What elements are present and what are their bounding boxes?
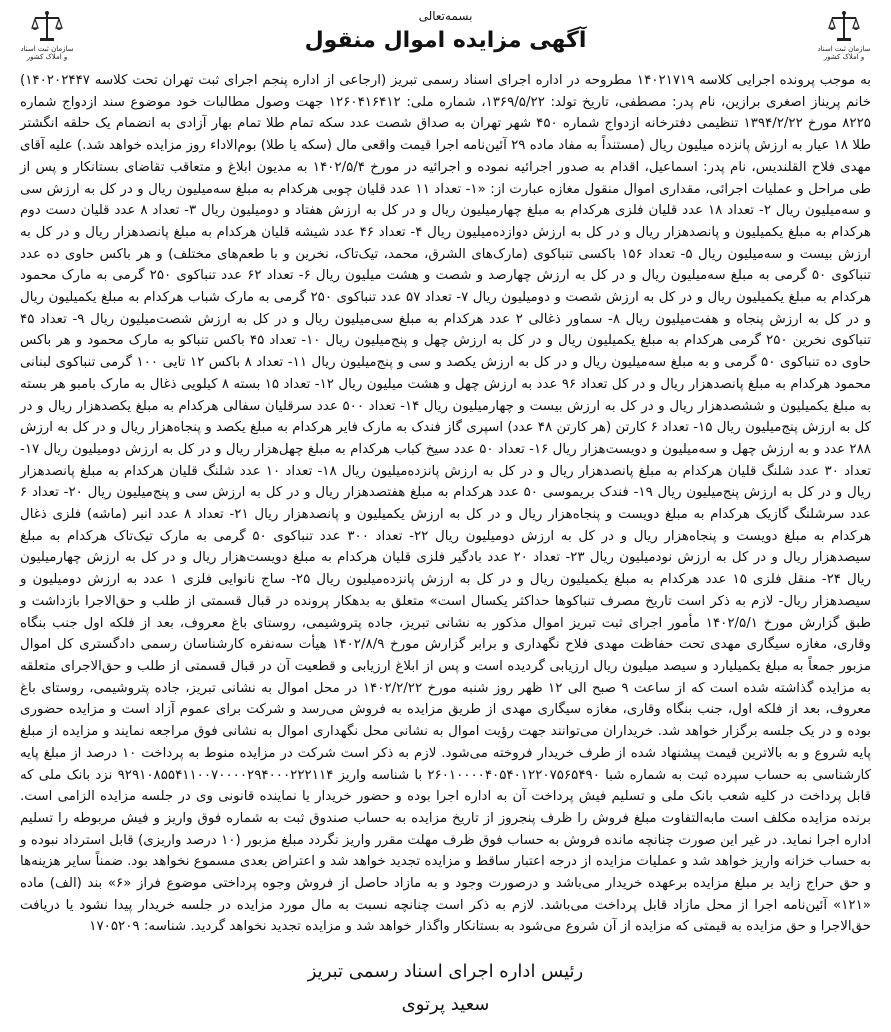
page-title: آگهی مزایده اموال منقول bbox=[304, 28, 587, 53]
header bbox=[14, 6, 877, 68]
emblem-caption: سازمان ثبت اسناد و املاک کشور bbox=[20, 45, 74, 61]
signatory-title: رئیس اداره اجرای اسناد رسمی تبریز bbox=[307, 961, 584, 982]
signature-block bbox=[0, 958, 891, 1020]
basmala: بسمه‌تعالی bbox=[418, 9, 473, 23]
notice-body: به موجب پرونده اجرایی کلاسه ۱۴۰۲۱۷۱۹ مطروحه در اداره اجرای اسناد رسمی تبریز (ارجاعی از اداره پنجم اجرای ثبت تهران تحت کلاسه ۱۴۰۲۰۲۴۴۷) خانم پریناز اصغری برازین، نام پدر: مصطفی، تاریخ تولد: ۱۳۶۹/۵/۲۲، شماره ملی: ۱۲۶۰۴۱۶۴۱۲ جهت وصول مطالبات خود موضوع سند ازدواج شماره ۸۲۲۵ مورخ ۱۳۹۴/۲/۲۲ تنظیمی دفترخانه ازدواج شماره ۴۵۰ شهر تهران به صداق شصت عدد سکه تمام طلا تمام بهار آزادی به انضمام یک حلقه انگشتر طلا ۱۸ عیار به ارزش پانزده میلیون ریال (مستنداً به مفاد ماده ۲۹ آئین‌نامه اجرا قیمت واقعی مال (سکه یا طلا) بوم‌الاداء روز مزایده خواهد شد.) علیه آقای مهدی فلاح القلندیس، نام پدر: اسماعیل، اقدام به صدور اجرائیه نموده و اجرائیه در مورخ ۱۴۰۲/۵/۴ به مدیون ابلاغ و متعاقب تقاضای بستانکار و پس از طی مراحل و عملیات اجرائی، مقداری اموال منقول مغازه عبارت از: «۱- تعداد ۱۱ عدد قلیان چوبی هرکدام به مبلغ سه‌میلیون ریال و در کل به ارزش سی و سه‌میلیون ریال ۲- تعداد ۱۸ عدد قلیان فلزی هرکدام به مبلغ چهارمیلیون ریال و در کل به ارزش هفتاد و دومیلیون ریال ۳- تعداد ۸ عدد قلیان دست دوم هرکدام به مبلغ یکمیلیون و پانصدهزار ریال و در کل به ارزش دوازده‌میلیون ریال ۴- تعداد ۴۶ عدد شیشه قلیان هرکدام به مبلغ پانصدهزار ریال و در کل به ارزش بیست و سه‌میلیون ریال ۵- تعداد ۱۵۶ باکسی تنباکوی (مارک‌های الشرق، محمد، تیک‌تاک، نخرین و با طعم‌های مختلف) و هر باکس حاوی ده عدد تنباکوی ۵۰ گرمی به مبلغ سه‌میلیون ریال و در کل به ارزش چهارصد و شصت و هشت میلیون ریال ۶- تعداد ۶۲ عدد تنباکوی ۲۵۰ گرمی به مارک محمود هرکدام به مبلغ یکمیلیون ریال و در کل به ارزش شصت و دومیلیون ریال ۷- تعداد ۵۷ عدد تنباکوی ۲۵۰ گرمی به مارک شباب هرکدام به مبلغ یکمیلیون ریال و در کل به ارزش پنجاه و هفت‌میلیون ریال ۸- سماور ذغالی ۲ عدد هرکدام به مبلغ سی‌میلیون ریال و در کل به ارزش شصت‌میلیون ریال ۹- تعداد ۴۵ تنباکوی نخرین ۲۵۰ گرمی هرکدام به مبلغ یکمیلیون ریال و در کل به ارزش چهل و پنج‌میلیون ریال ۱۰- تعداد ۴۵ باکس تنباکو به مارک محمود و هر باکس حاوی ده تنباکوی ۵۰ گرمی و به مبلغ سه‌میلیون ریال و در کل به ارزش یکصد و سی و پنج‌میلیون ریال ۱۱- تعداد ۸ باکس ۱۲ تایی ۱۰۰ گرمی تنباکوی لبنانی محمود هرکدام به مبلغ پانصدهزار ریال و در کل تعداد ۹۶ عدد به ارزش چهل و هشت میلیون ریال ۱۲- تعداد ۱۵ بسته ۸ کیلویی ذغال به مارک بامبو هر بسته به مبلغ یکمیلیون و ششصدهزار ریال و در کل به ارزش بیست و چهارمیلیون ریال ۱۴- تعداد ۵۰۰ عدد سرقلیان سفالی هرکدام به مبلغ یکصدهزار ریال و در کل به ارزش پنج‌میلیون ریال ۱۵- تعداد ۶ کارتن (هر کارتن ۴۸ عدد) اسپری گاز فندک به مارک فایر هرکدام به مبلغ یکصد و پنجاه‌هزار ریال و در کل به ارزش ۲۸۸ عدد و به ارزش چهل و سه‌میلیون و دویست‌هزار ریال ۱۶- تعداد ۵۰ عدد سیخ کباب هرکدام به مبلغ چهل‌هزار ریال و در کل به ارزش دومیلیون ریال ۱۷- تعداد ۳۰ عدد شلنگ قلیان هرکدام به مبلغ پانصدهزار ریال و در کل به ارزش پانزده‌میلیون ریال ۱۸- تعداد ۱۰ عدد شلنگ قلیان هرکدام به مبلغ پانصدهزار ریال و در کل به ارزش پنج‌میلیون ریال ۱۹- فندک بریموسی ۵۰ عدد هرکدام به مبلغ هفتصدهزار ریال و در کل به ارزش سی و پنج‌میلیون ریال ۲۰- تعداد ۶ عدد سرشلنگ گازیک هرکدام به مبلغ دویست و پنجاه‌هزار ریال و در کل به ارزش یکمیلیون و پانصدهزار ریال ۲۱- تعداد ۸ عدد انبر (ماشه) فلزی ذغال هرکدام به مبلغ دویست و پنجاه‌هزار ریال و در کل به ارزش دومیلیون ریال ۲۲- تعداد ۳۰۰ عدد تنباکوی ۵۰ گرمی به مارک تیک‌تاک هرکدام به مبلغ سیصدهزار ریال و در کل به ارزش نودمیلیون ریال ۲۳- تعداد ۲۰ عدد بادگیر فلزی قلیان هرکدام به مبلغ دویست‌هزار ریال و در کل به ارزش چهارمیلیون ریال ۲۴- منقل فلزی ۱۵ عدد هرکدام به مبلغ یکمیلیون ریال و در کل به ارزش پانزده‌میلیون ریال ۲۵- ساج نانوایی فلزی ۱ عدد به ارزش دومیلیون و سیصدهزار ریال- لازم به ذکر است تاریخ مصرف تنباکوها حداکثر یکسال است» متعلق به بدهکار پرونده در قبال قسمتی از طلب و حق‌الاجرا بازداشت و طبق گزارش مورخ ۱۴۰۲/۵/۱ مأمور اجرای ثبت تبریز اموال مذکور به نشانی تبریز، جاده پتروشیمی، روستای باغ معروف، بعد از فلکه اول جنب بنگاه وقاری، مغازه سیگاری مهدی تحت حفاظت مهدی فلاح نگهداری و برابر گزارش مورخ ۱۴۰۲/۸/۹ هیأت سه‌نفره کارشناسان رسمی دادگستری کل اموال مزبور جمعاً به مبلغ یکمیلیارد و سیصد میلیون ریال ارزیابی گردیده است و پس از ابلاغ ارزیابی و قطعیت آن در قبال قسمتی از طلب و حق‌الاجرای متعلقه به مزایده گذاشته شده است که از ساعت ۹ صبح الی ۱۲ ظهر روز شنبه مورخ ۱۴۰۲/۲/۲۲ در محل اموال به نشانی تبریز، جاده پتروشیمی، روستای باغ معروف، بعد از فلکه اول، جنب بنگاه وقاری، مغازه سیگاری مهدی از طریق مزایده به فروش می‌رسد و شرکت برای عموم آزاد است و مزایده حضوری بوده و در یک جلسه برگزار خواهد شد. خریداران می‌توانند جهت رؤیت اموال به نشانی محل نگهداری اموال به نشانی فوق مراجعه نمایند و مزایده از مبلغ پایه شروع و به بالاترین قیمت پیشنهاد شده از طرف خریدار فروخته می‌شود. لازم به ذکر است شرکت در مزایده منوط به پرداخت ۱۰ درصد از مبلغ پایه کارشناسی به حساب سپرده ثبت به شماره شبا ۲۶۰۱۰۰۰۰۴۰۵۴۰۱۲۲۰۷۵۶۵۴۹۰ با شناسه واریز ۹۲۹۱۰۸۵۵۴۱۱۰۰۷۰۰۰۰۲۹۴۰۰۰۲۲۲۱۱۴ نزد بانک ملی که قابل پرداخت در کلیه شعب بانک ملی و تسلیم فیش پرداخت آن به اداره اجرا بوده و حضور خریدار یا نماینده قانونی وی در جلسه مزایده الزامی است. برنده مزایده مکلف است مابه‌التفاوت مبلغ فروش را ظرف پنجروز از تاریخ مزایده به حساب صندوق ثبت به شماره فوق واریز و فیش مربوطه را تسلیم اداره اجرا نماید. در غیر این صورت چنانچه مانده فروش به حساب فوق ظرف مهلت مقرر واریز نگردد مبلغ مزبور (۱۰ درصد واریزی) قابل استرداد نبوده و به حساب خزانه واریز خواهد شد و عملیات مزایده از درجه اعتبار ساقط و مزایده تجدید خواهد شد و اعتراض بعدی مسموع نخواهد بود. ضمناً سایر هزینه‌ها و حق حراج زاید بر مبلغ مزایده برعهده خریدار می‌باشد و درصورت وجود و به مازاد حاصل از فروش وجوه پرداختی موضوع فراز «۶» بند (الف) ماده «۱۲۱» آئین‌نامه اجرا از محل مازاد قابل پرداخت می‌باشد. لازم به ذکر است چنانچه نسبت به مال مورد مزایده در جلسه خریدار پیدا نشود یا دریافت حق‌الاجرا و حق مزایده به قیمتی که مزایده از آن شروع می‌شود به بستانکار واگذار خواهد شد و مزایده تجدید نخواهد گردید. شناسه: ۱۷۰۵۲۰۹ bbox=[20, 73, 872, 935]
signatory-name: سعید پرتوی bbox=[401, 994, 490, 1015]
emblem-caption: سازمان ثبت اسناد و املاک کشور bbox=[817, 45, 871, 61]
